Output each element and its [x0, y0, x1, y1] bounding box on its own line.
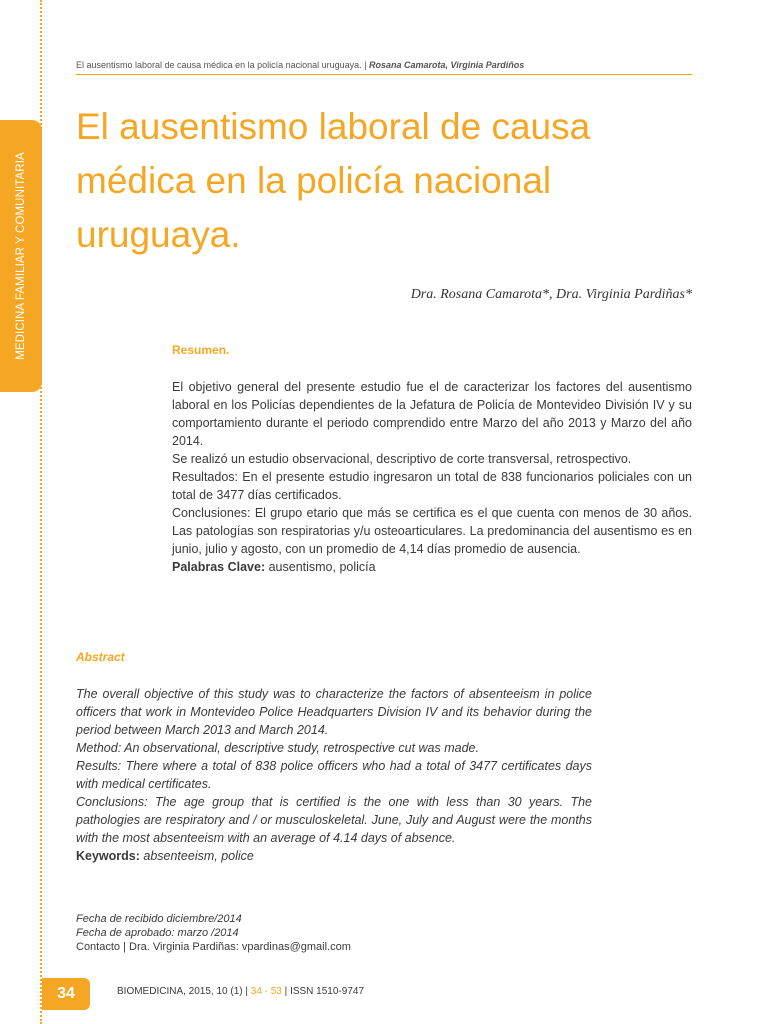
article-title: El ausentismo laboral de causa médica en la policía nacional uruguaya.	[76, 106, 591, 255]
resumen-body	[172, 378, 692, 576]
running-header-separator: |	[361, 60, 370, 70]
running-header-authors: Rosana Camarota, Virginia Pardiños	[369, 60, 525, 70]
resumen-keywords-label: Palabras Clave:	[172, 560, 266, 574]
footer-separator: |	[242, 986, 251, 997]
abstract-body	[76, 685, 592, 865]
resumen-paragraph: El objetivo general del presente estudio fue el de caracterizar los factores del ausentismo laboral en los Policías dependientes de la Jefatura de Policía de Montevideo División IV y su comportamiento durante el periodo comprendido entre Marzo del año 2013 y Marzo del año 2014.	[172, 380, 692, 448]
abstract-keywords	[76, 847, 592, 865]
section-side-tab	[0, 120, 42, 392]
running-header-title: El ausentismo laboral de causa médica en la policía nacional uruguaya.	[76, 60, 362, 70]
contact-line: Contacto | Dra. Virginia Pardiñas: vpardinas@gmail.com	[76, 941, 351, 953]
abstract-paragraph: Results: There where a total of 838 police officers who had a total of 3477 certificates days with medical certificates.	[76, 759, 592, 791]
abstract-keywords-value: absenteeism, police	[139, 849, 254, 863]
section-side-tab-label: MEDICINA FAMILIAR Y COMUNITARIA	[15, 152, 27, 360]
abstract-heading: Abstract	[76, 650, 125, 664]
article-metadata	[76, 912, 596, 954]
resumen-heading: Resumen.	[172, 343, 230, 357]
page-number: 34	[42, 978, 90, 1010]
abstract-paragraph: Method: An observational, descriptive study, retrospective cut was made.	[76, 741, 479, 755]
journal-citation: BIOMEDICINA, 2015, 10 (1)	[117, 986, 243, 997]
journal-footer	[117, 986, 364, 997]
running-header	[76, 60, 692, 75]
received-date: Fecha de recibido diciembre/2014	[76, 913, 242, 925]
abstract-paragraph: Conclusions: The age group that is certified is the one with less than 30 years. The pathologies are respiratory and / or musculoskeletal. June, July and August were the months with the most absenteeism with an average of 4.14 days of absence.	[76, 795, 592, 845]
resumen-paragraph: Se realizó un estudio observacional, descriptivo de corte transversal, retrospectivo.	[172, 452, 632, 466]
resumen-paragraph: Conclusiones: El grupo etario que más se certifica es el que cuenta con menos de 30 años. Las patologías son respiratorias y/u osteoarticulares. La predominancia del ausentismo es en junio, julio y agosto, con un promedio de 4,14 días promedio de ausencia.	[172, 506, 692, 556]
resumen-keywords	[172, 558, 692, 576]
approved-date: Fecha de aprobado: marzo /2014	[76, 927, 239, 939]
resumen-paragraph: Resultados: En el presente estudio ingresaron un total de 838 funcionarios policiales con un total de 3477 días certificados.	[172, 470, 692, 502]
footer-separator: |	[281, 986, 291, 997]
issn: ISSN 1510-9747	[290, 986, 365, 997]
abstract-paragraph: The overall objective of this study was to characterize the factors of absenteeism in police officers that work in Montevideo Police Headquarters Division IV and its behavior during the period between March 2013 and March 2014.	[76, 687, 592, 737]
page-range: 34 - 53	[250, 986, 282, 997]
article-authors: Dra. Rosana Camarota*, Dra. Virginia Pardiñas*	[410, 287, 692, 302]
abstract-keywords-label: Keywords:	[76, 849, 140, 863]
resumen-keywords-value: ausentismo, policía	[265, 560, 376, 574]
